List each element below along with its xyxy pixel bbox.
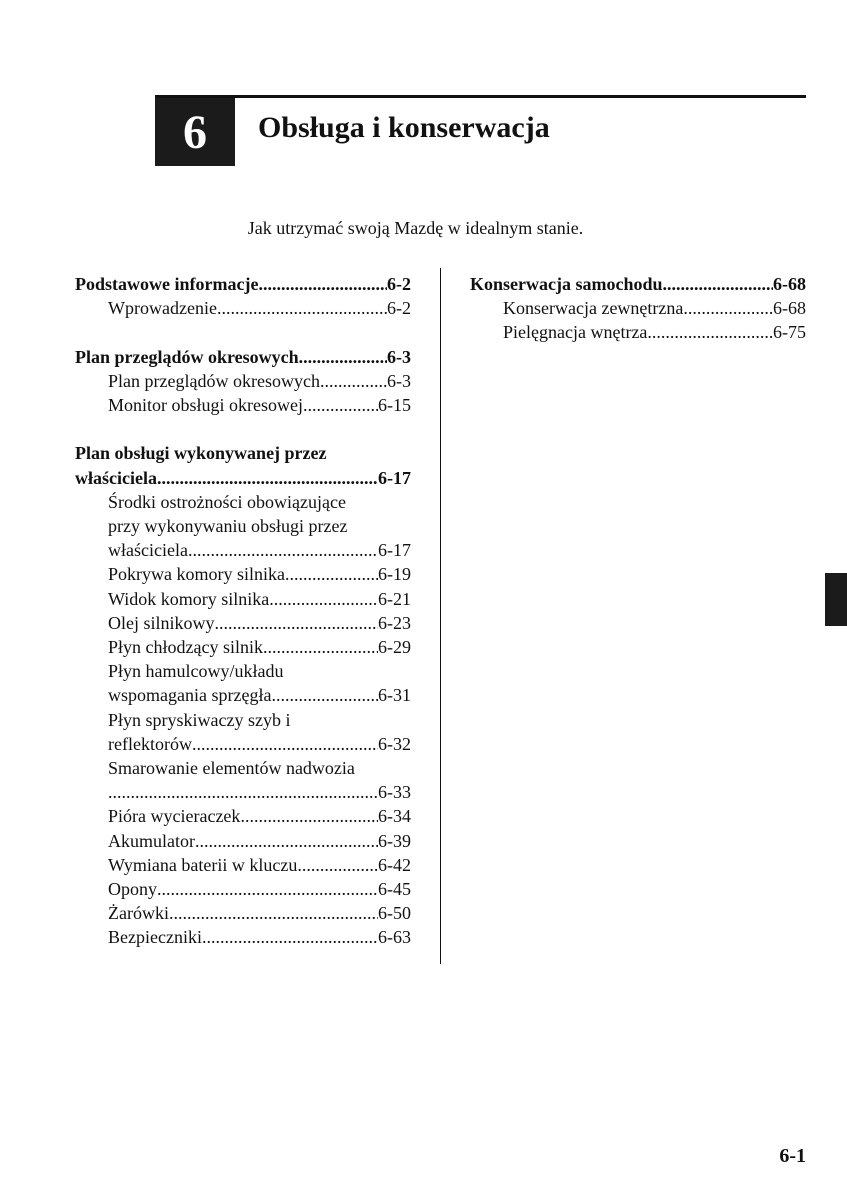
toc-entry-page: 6-34 <box>378 806 411 827</box>
toc-entry-page: 6-39 <box>378 830 411 851</box>
toc-entry-label: Plan obsługi wykonywanej przez <box>75 443 327 464</box>
toc-entry[interactable] <box>75 780 411 804</box>
toc-entry[interactable] <box>75 804 411 828</box>
toc-entry-label: Żarówki <box>108 903 169 924</box>
toc-entry-label: Bezpieczniki <box>108 927 202 948</box>
toc-entry[interactable] <box>75 925 411 949</box>
toc-leader-dots <box>663 272 774 296</box>
toc-leader-dots <box>202 925 378 949</box>
toc-entry-label: Środki ostrożności obowiązujące <box>108 491 346 512</box>
toc-entry-label: Smarowanie elementów nadwozia <box>108 758 355 779</box>
chapter-side-tab <box>825 573 847 626</box>
column-divider <box>440 268 441 964</box>
toc-entry-page: 6-3 <box>387 370 411 391</box>
toc-entry[interactable] <box>75 877 411 901</box>
toc-entry-label: właściciela <box>108 540 188 561</box>
toc-entry[interactable] <box>75 296 411 320</box>
toc-entry[interactable] <box>75 369 411 393</box>
toc-leader-dots <box>108 780 378 804</box>
toc-entry-label: Plan przeglądów okresowych <box>108 370 320 391</box>
chapter-title: Obsługa i konserwacja <box>258 111 550 144</box>
toc-leader-dots <box>269 587 378 611</box>
toc-entry-page: 6-32 <box>378 733 411 754</box>
toc-leader-dots <box>157 877 378 901</box>
toc-entry[interactable] <box>75 562 411 586</box>
toc-entry-label: reflektorów <box>108 733 192 754</box>
toc-entry[interactable] <box>75 635 411 659</box>
toc-entry-page: 6-68 <box>773 298 806 319</box>
toc-entry[interactable] <box>75 732 411 756</box>
toc-heading-entry[interactable] <box>470 272 806 296</box>
toc-entry-label: Konserwacja samochodu <box>470 274 663 294</box>
toc-entry[interactable] <box>75 829 411 853</box>
chapter-subtitle: Jak utrzymać swoją Mazdę w idealnym stanie. <box>247 218 584 238</box>
toc-leader-dots <box>188 538 378 562</box>
toc-entry-page: 6-2 <box>387 274 411 294</box>
toc-entry-label: Plan przeglądów okresowych <box>75 346 299 367</box>
toc-leader-dots <box>683 296 773 320</box>
toc-entry[interactable] <box>75 490 411 514</box>
toc-entry-label: Wymiana baterii w kluczu <box>108 854 298 875</box>
toc-leader-dots <box>285 562 378 586</box>
toc-entry-label: Wprowadzenie <box>108 298 217 319</box>
toc-entry[interactable] <box>75 611 411 635</box>
toc-entry-label: wspomagania sprzęgła <box>108 685 272 706</box>
toc-heading-entry[interactable] <box>75 345 411 369</box>
toc-entry-page: 6-68 <box>773 274 806 294</box>
toc-entry[interactable] <box>470 320 806 344</box>
toc-entry-page: 6-42 <box>378 854 411 875</box>
toc-entry-page: 6-3 <box>387 346 411 367</box>
toc-entry[interactable] <box>75 514 411 538</box>
toc-entry-page: 6-21 <box>378 588 411 609</box>
toc-leader-dots <box>271 683 378 707</box>
toc-entry-label: Płyn spryskiwaczy szyb i <box>108 709 291 730</box>
toc-heading-entry[interactable] <box>75 272 411 296</box>
toc-leader-dots <box>157 466 378 490</box>
toc-entry-label: Płyn hamulcowy/układu <box>108 661 284 682</box>
toc-entry-label: Opony <box>108 879 157 900</box>
toc-entry-label: Pielęgnacja wnętrza <box>503 322 648 343</box>
toc-entry-page: 6-15 <box>378 395 411 415</box>
toc-entry[interactable] <box>75 756 411 780</box>
toc-entry[interactable] <box>75 901 411 925</box>
toc-leader-dots <box>263 635 378 659</box>
toc-left-column <box>75 272 411 950</box>
toc-entry-page: 6-50 <box>378 903 411 924</box>
toc-entry[interactable] <box>75 853 411 877</box>
chapter-number-box <box>155 98 235 166</box>
toc-entry-page: 6-75 <box>773 322 806 343</box>
toc-entry[interactable] <box>75 708 411 732</box>
top-rule <box>155 95 806 98</box>
chapter-number: 6 <box>183 105 207 159</box>
toc-entry-page: 6-2 <box>387 298 411 319</box>
toc-entry[interactable] <box>75 683 411 707</box>
toc-leader-dots <box>192 732 378 756</box>
toc-entry[interactable] <box>75 538 411 562</box>
toc-leader-dots <box>169 901 378 925</box>
toc-heading-entry[interactable] <box>75 441 411 465</box>
toc-leader-dots <box>195 829 378 853</box>
toc-entry-label: przy wykonywaniu obsługi przez <box>108 516 348 536</box>
page-number: 6-1 <box>779 1145 806 1167</box>
toc-entry-page: 6-63 <box>378 927 411 948</box>
toc-entry-page: 6-17 <box>378 467 411 488</box>
toc-entry-page: 6-19 <box>378 564 411 585</box>
toc-entry-label: właściciela <box>75 467 157 488</box>
toc-leader-dots <box>303 393 378 417</box>
toc-leader-dots <box>240 804 378 828</box>
toc-leader-dots <box>217 296 387 320</box>
toc-entry[interactable] <box>75 393 411 417</box>
toc-entry-page: 6-33 <box>378 782 411 803</box>
toc-entry-page: 6-17 <box>378 540 411 561</box>
toc-entry-page: 6-29 <box>378 637 411 658</box>
toc-right-column <box>470 272 806 345</box>
toc-entry[interactable] <box>470 296 806 320</box>
toc-entry-label: Monitor obsługi okresowej <box>108 395 303 415</box>
toc-entry-label: Podstawowe informacje <box>75 274 259 294</box>
toc-entry[interactable] <box>75 587 411 611</box>
toc-entry-page: 6-23 <box>378 612 411 633</box>
toc-leader-dots <box>647 320 773 344</box>
toc-entry-label: Widok komory silnika <box>108 588 270 609</box>
toc-entry-label: Pokrywa komory silnika <box>108 564 285 585</box>
toc-entry-label: Olej silnikowy <box>108 612 215 633</box>
toc-entry-page: 6-45 <box>378 879 411 900</box>
toc-leader-dots <box>258 272 387 296</box>
toc-entry-label: Pióra wycieraczek <box>108 806 241 827</box>
toc-entry-label: Płyn chłodzący silnik <box>108 637 263 658</box>
toc-entry[interactable] <box>75 659 411 683</box>
toc-leader-dots <box>215 611 379 635</box>
toc-leader-dots <box>299 345 387 369</box>
toc-leader-dots <box>297 853 378 877</box>
toc-entry-page: 6-31 <box>378 685 411 706</box>
toc-heading-entry[interactable] <box>75 466 411 490</box>
toc-entry-label: Konserwacja zewnętrzna <box>503 298 684 319</box>
toc-entry-label: Akumulator <box>108 830 195 851</box>
toc-leader-dots <box>320 369 387 393</box>
